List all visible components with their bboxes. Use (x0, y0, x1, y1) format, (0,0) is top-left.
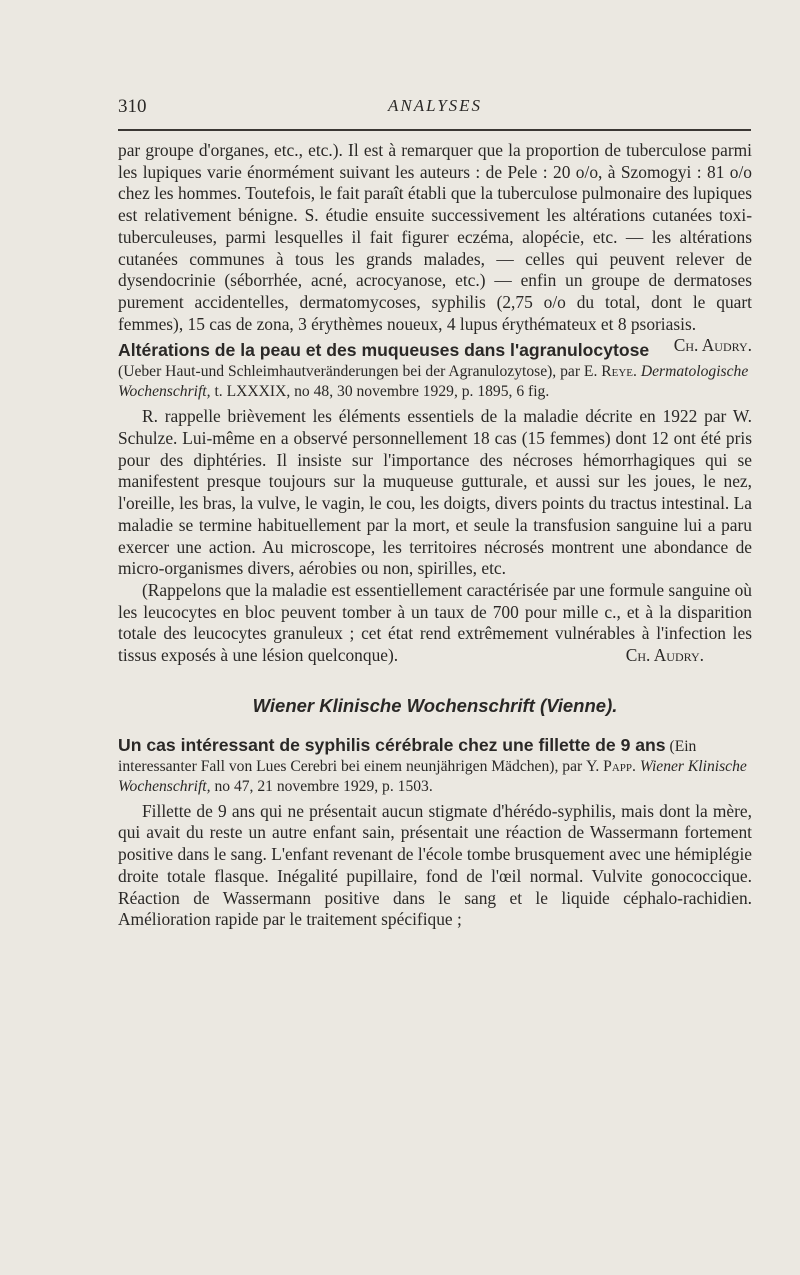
review-paragraph: R. rappelle brièvement les éléments essentiels de la maladie décrite en 1922 par W. Schulze. Lui-même en a observé personnellement 18 cas (15 femmes) dont 12 ont été pris pour des diphtéries. Il insiste sur l'importance des nécroses hémorrhagiques qui se manifestent presque toujours sur la muqueuse gutturale, et aussi sur les joues, le nez, l'oreille, les bras, la vulve, le vagin, le cou, les doigts, divers points du tractus intestinal. La maladie se termine habituellement par la mort, et seule la transfusion sanguine lui a paru exercer une action. Au microscope, les territoires nécrosés montrent une abondance de micro-organismes divers, aérobies ou non, spirilles, etc. (118, 406, 752, 579)
journal-details: no 47, 21 novembre 1929, p. 1503. (210, 777, 433, 795)
original-title: (Ein interessanter Fall von Lues Cerebri bei einem neunjährigen Mädchen), par (118, 737, 697, 775)
article-title: Un cas intéressant de syphilis cérébrale chez une fillette de 9 ans (118, 734, 666, 755)
page-body (118, 140, 752, 931)
article-title: Altérations de la peau et des muqueuses dans l'agranulocytose (118, 340, 650, 361)
original-title: (Ueber Haut-und Schleimhautveränderungen bei der Agranulozytose), par (118, 363, 584, 381)
review-paragraph: Fillette de 9 ans qui ne présentait aucun stigmate d'hérédo-syphilis, mais dont la mère, qui avait du reste un autre enfant sain, présentait une réaction de Wassermann fortement positive dans le sang. L'enfant revenant de l'école tombe brusquement avec une hémiplégie droite totale flasque. Inégalité pupillaire, fond de l'œil normal. Vulvite gonococcique. Réaction de Wassermann positive dans le sang et le liquide céphalo-rachidien. Amélioration rapide par le traitement spécifique ; (118, 800, 752, 930)
article-author: Y. Papp. (586, 757, 636, 775)
review-paragraph (118, 580, 752, 667)
article-heading (118, 735, 752, 797)
header-rule (118, 129, 751, 131)
article-heading (118, 340, 752, 402)
signature: Ch. Audry. (673, 335, 752, 356)
journal-details: t. LXXXIX, no 48, 30 novembre 1929, p. 1895, 6 fig. (210, 383, 550, 401)
signature: Ch. Audry. (625, 645, 704, 666)
continued-text: par groupe d'organes, etc., etc.). Il est à remarquer que la proportion de tuberculose parmi les lupiques varie énormément suivant les auteurs : de Pele : 20 o/o, à Szomogyi : 81 o/o chez les hommes. Toutefois, le fait paraît établi que la tuberculose pulmonaire des lupiques est relativement bénigne. S. étudie ensuite successivement les altérations cutanées toxi-tuberculeuses, parmi lesquelles il fait figurer eczéma, alopécie, etc. — les altérations cutanées communes à tous les grands malades, — celles qui peuvent relever de dysendocrinie (séborrhée, acné, acrocyanose, etc.) — enfin un groupe de dermatoses purement accidentelles, dermatomycoses, syphilis (2,75 o/o du total, dont le quart femmes), 15 cas de zona, 3 érythèmes noueux, 4 lupus érythémateux et 8 psoriasis. (118, 140, 752, 334)
review-syphilis-cerebrale (118, 735, 752, 931)
page-header (118, 96, 752, 120)
running-title: ANALYSES (387, 96, 483, 115)
section-title: Wiener Klinische Wochenschrift (Vienne). (252, 694, 618, 716)
page-number: 310 (118, 96, 147, 117)
review-agranulocytose (118, 340, 752, 666)
article-author: E. Reye. (583, 363, 637, 381)
review-paragraph-text: (Rappelons que la maladie est essentiellement caractérisée par une formule sanguine où les leucocytes en bloc peuvent tomber à un taux de 700 pour mille c., et à la disparition totale des leucocytes granuleux ; cet état rend extrêmement vulnérables à l'infection les tissus exposés à une lésion quelconque). (118, 579, 752, 666)
journal-name: Wiener Klinische Wochenschrift, (118, 757, 747, 795)
journal-name: Dermatologische Wochenschrift, (118, 363, 749, 401)
